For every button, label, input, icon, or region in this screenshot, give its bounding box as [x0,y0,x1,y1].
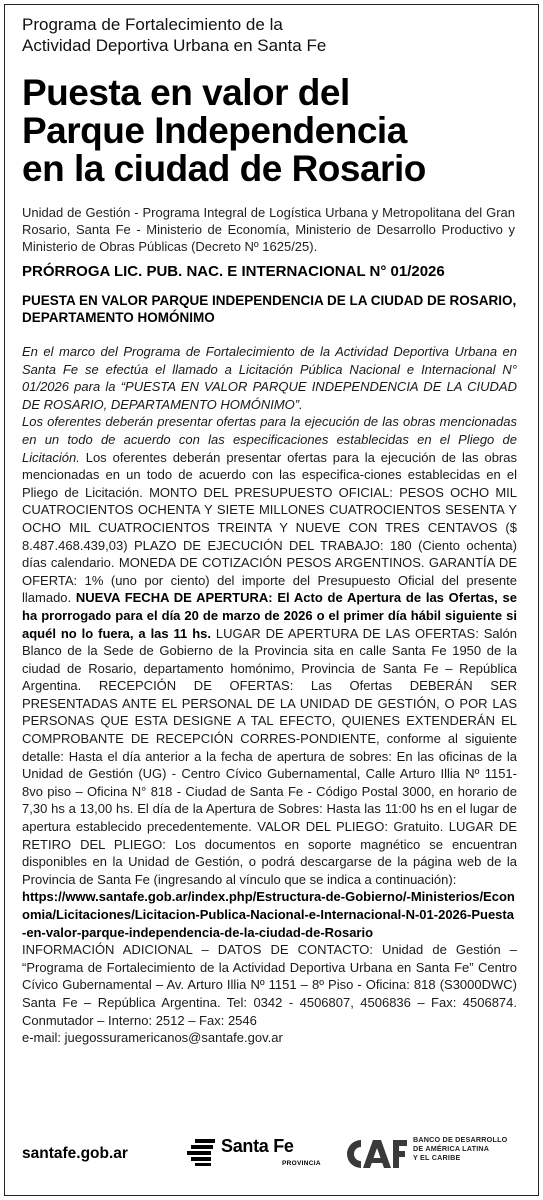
santa-fe-logo [187,1135,322,1175]
contact-email[interactable]: e-mail: juegossuramericanos@santafe.gov.ar [22,1030,283,1046]
caf-mark-icon [341,1136,407,1172]
tender-subject-heading: PUESTA EN VALOR PARQUE INDEPENDENCIA DE LA CIUDAD DE ROSARIO, DEPARTAMENTO HOMÓNIMO [22,293,517,325]
bidders-italic-text: Los oferentes deberán presentar ofertas para la ejecución de las obras mencionadas en un todo de acuerdo con las especificaciones establecidas en el Pliego de Licitación. [22,414,517,465]
title-line-3: en la ciudad de Rosario [22,148,426,189]
opening-and-reception-text: LUGAR DE APERTURA DE LAS OFERTAS: Salón Blanco de la Sede de Gobierno de la Provincia sita en calle Santa Fe 1950 de la ciudad de Rosario, departamento homónimo, Provincia de Santa Fe – República Argentina. RECEPCIÓN DE OFERTAS: Las Ofertas DEBERÁN SER PRESENTADAS ANTE EL PERSONAL DE LA UNIDAD DE GESTIÓN, O POR LAS PERSONAS QUE ESTA DESIGNE A TAL EFECTO, QUIENES EXTENDERÁN EL COMPROBANTE DE RECEPCIÓN CORRES-PONDIENTE, conforme al siguiente detalle: Hasta el día anterior a la fecha de apertura de sobres: En las oficinas de la Unidad de Gestión (UG) - Centro Cívico Gubernamental, Calle Arturo Illia Nº 1151- 8vo piso – Oficina N° 818 - Ciudad de Santa Fe - Código Postal 3000, en horario de 7,30 hs a 13,00 hs. El día de la Apertura de Sobres: Hasta las 11:00 hs en el lugar de apertura establecido precedentemente. VALOR DEL PLIEGO: Gratuito. LUGAR DE RETIRO DEL PLIEGO: Los documentos en soporte magnético se encuentran disponibles en la Unidad de Gestión, o podrá descargarse de la página web de la Provincia de Santa Fe (ingresando al vínculo que se indica a continuación): [22,625,517,887]
notice-title [22,74,527,188]
title-line-2: Parque Independencia [22,110,407,151]
program-heading [22,14,326,56]
budget-and-terms-text: Los oferentes deberán presentar ofertas para la ejecución de las obras mencionadas en un todo de acuerdo con las especifica-ciones establecidas en el Pliego de Licitación. MONTO DEL PRESUPUESTO OFICIAL: PESOS OCHO MIL CUATROCIENTOS OCHENTA Y SIETE MILLONES CUATROCIENTOS SESENTA Y OCHO MIL CUATROCIENTOS TREINTA Y NUEVE CON TRES CENTAVOS ($ 8.487.468.439,03) PLAZO DE EJECUCIÓN DEL TRABAJO: 180 (Ciento ochenta) días calendario. MONEDA DE COTIZACIÓN PESOS ARGENTINOS. GARANTÍA DE OFERTA: 1% (uno por ciento) del importe del Presupuesto Oficial del presente llamado. [22,449,517,606]
santa-fe-logo-province: PROVINCIA [282,1160,321,1167]
caf-bank-name [413,1135,521,1162]
caf-line-3: Y EL CARIBE [413,1153,461,1162]
management-unit-text: Unidad de Gestión - Programa Integral de Logística Urbana y Metropolitana del Gran Rosario, Santa Fe - Ministerio de Economía, Ministerio de Desarrollo Productivo y Ministerio de Obras Públicas (Decreto Nº 1625/25). [22,205,515,254]
tender-documents-link[interactable]: https://www.santafe.gob.ar/index.php/Estructura-de-Gobierno/-Ministerios/Economia/Licitaciones/Licitacion-Publica-Nacional-e-Internacional-N-01-2026-Puesta-en-valor-parque-independencia-de-la-ciudad-de-Rosario [22,889,515,940]
santa-fe-logo-name: Santa Fe [221,1136,294,1156]
tender-extension-heading: PRÓRROGA LIC. PUB. NAC. E INTERNACIONAL N° 01/2026 [22,263,445,280]
program-line-1: Programa de Fortalecimiento de la [22,15,283,34]
program-line-2: Actividad Deportiva Urbana en Santa Fe [22,36,327,55]
new-opening-date-text: NUEVA FECHA DE APERTURA: El Acto de Apertura de las Ofertas, se ha prorrogado para el día 20 de marzo de 2026 o el primer día hábil siguiente si aquél no lo fuera, a las 11 hs. [22,590,517,641]
notice-body [22,343,517,1047]
caf-line-1: BANCO DE DESARROLLO [413,1135,508,1144]
caf-logo [341,1133,521,1177]
title-line-1: Puesta en valor del [22,72,350,113]
contact-info-text: INFORMACIÓN ADICIONAL – DATOS DE CONTACTO: Unidad de Gestión – “Programa de Fortalecimiento de la Actividad Deportiva Urbana en Santa Fe” Centro Cívico Gubernamental – Av. Arturo Illia Nº 1151 – 8º Piso - Oficina: 818 (S3000DWC) Santa Fe – República Argentina. Tel: 0342 - 4506807, 4506836 – Fax: 4506874. Conmutador – Interno: 2512 – Fax: 2546 [22,942,517,1028]
footer-website[interactable]: santafe.gob.ar [22,1145,128,1162]
intro-paragraph: En el marco del Programa de Fortalecimiento de la Actividad Deportiva Urbana en Santa Fe se efectúa el llamado a Licitación Pública Nacional e Internacional N° 01/2026 para la “PUESTA EN VALOR PARQUE INDEPENDENCIA DE LA CIUDAD DE ROSARIO, DEPARTAMENTO HOMÓNIMO”. [22,344,517,412]
santa-fe-mark-icon [187,1137,217,1167]
caf-line-2: DE AMÉRICA LATINA [413,1144,490,1153]
